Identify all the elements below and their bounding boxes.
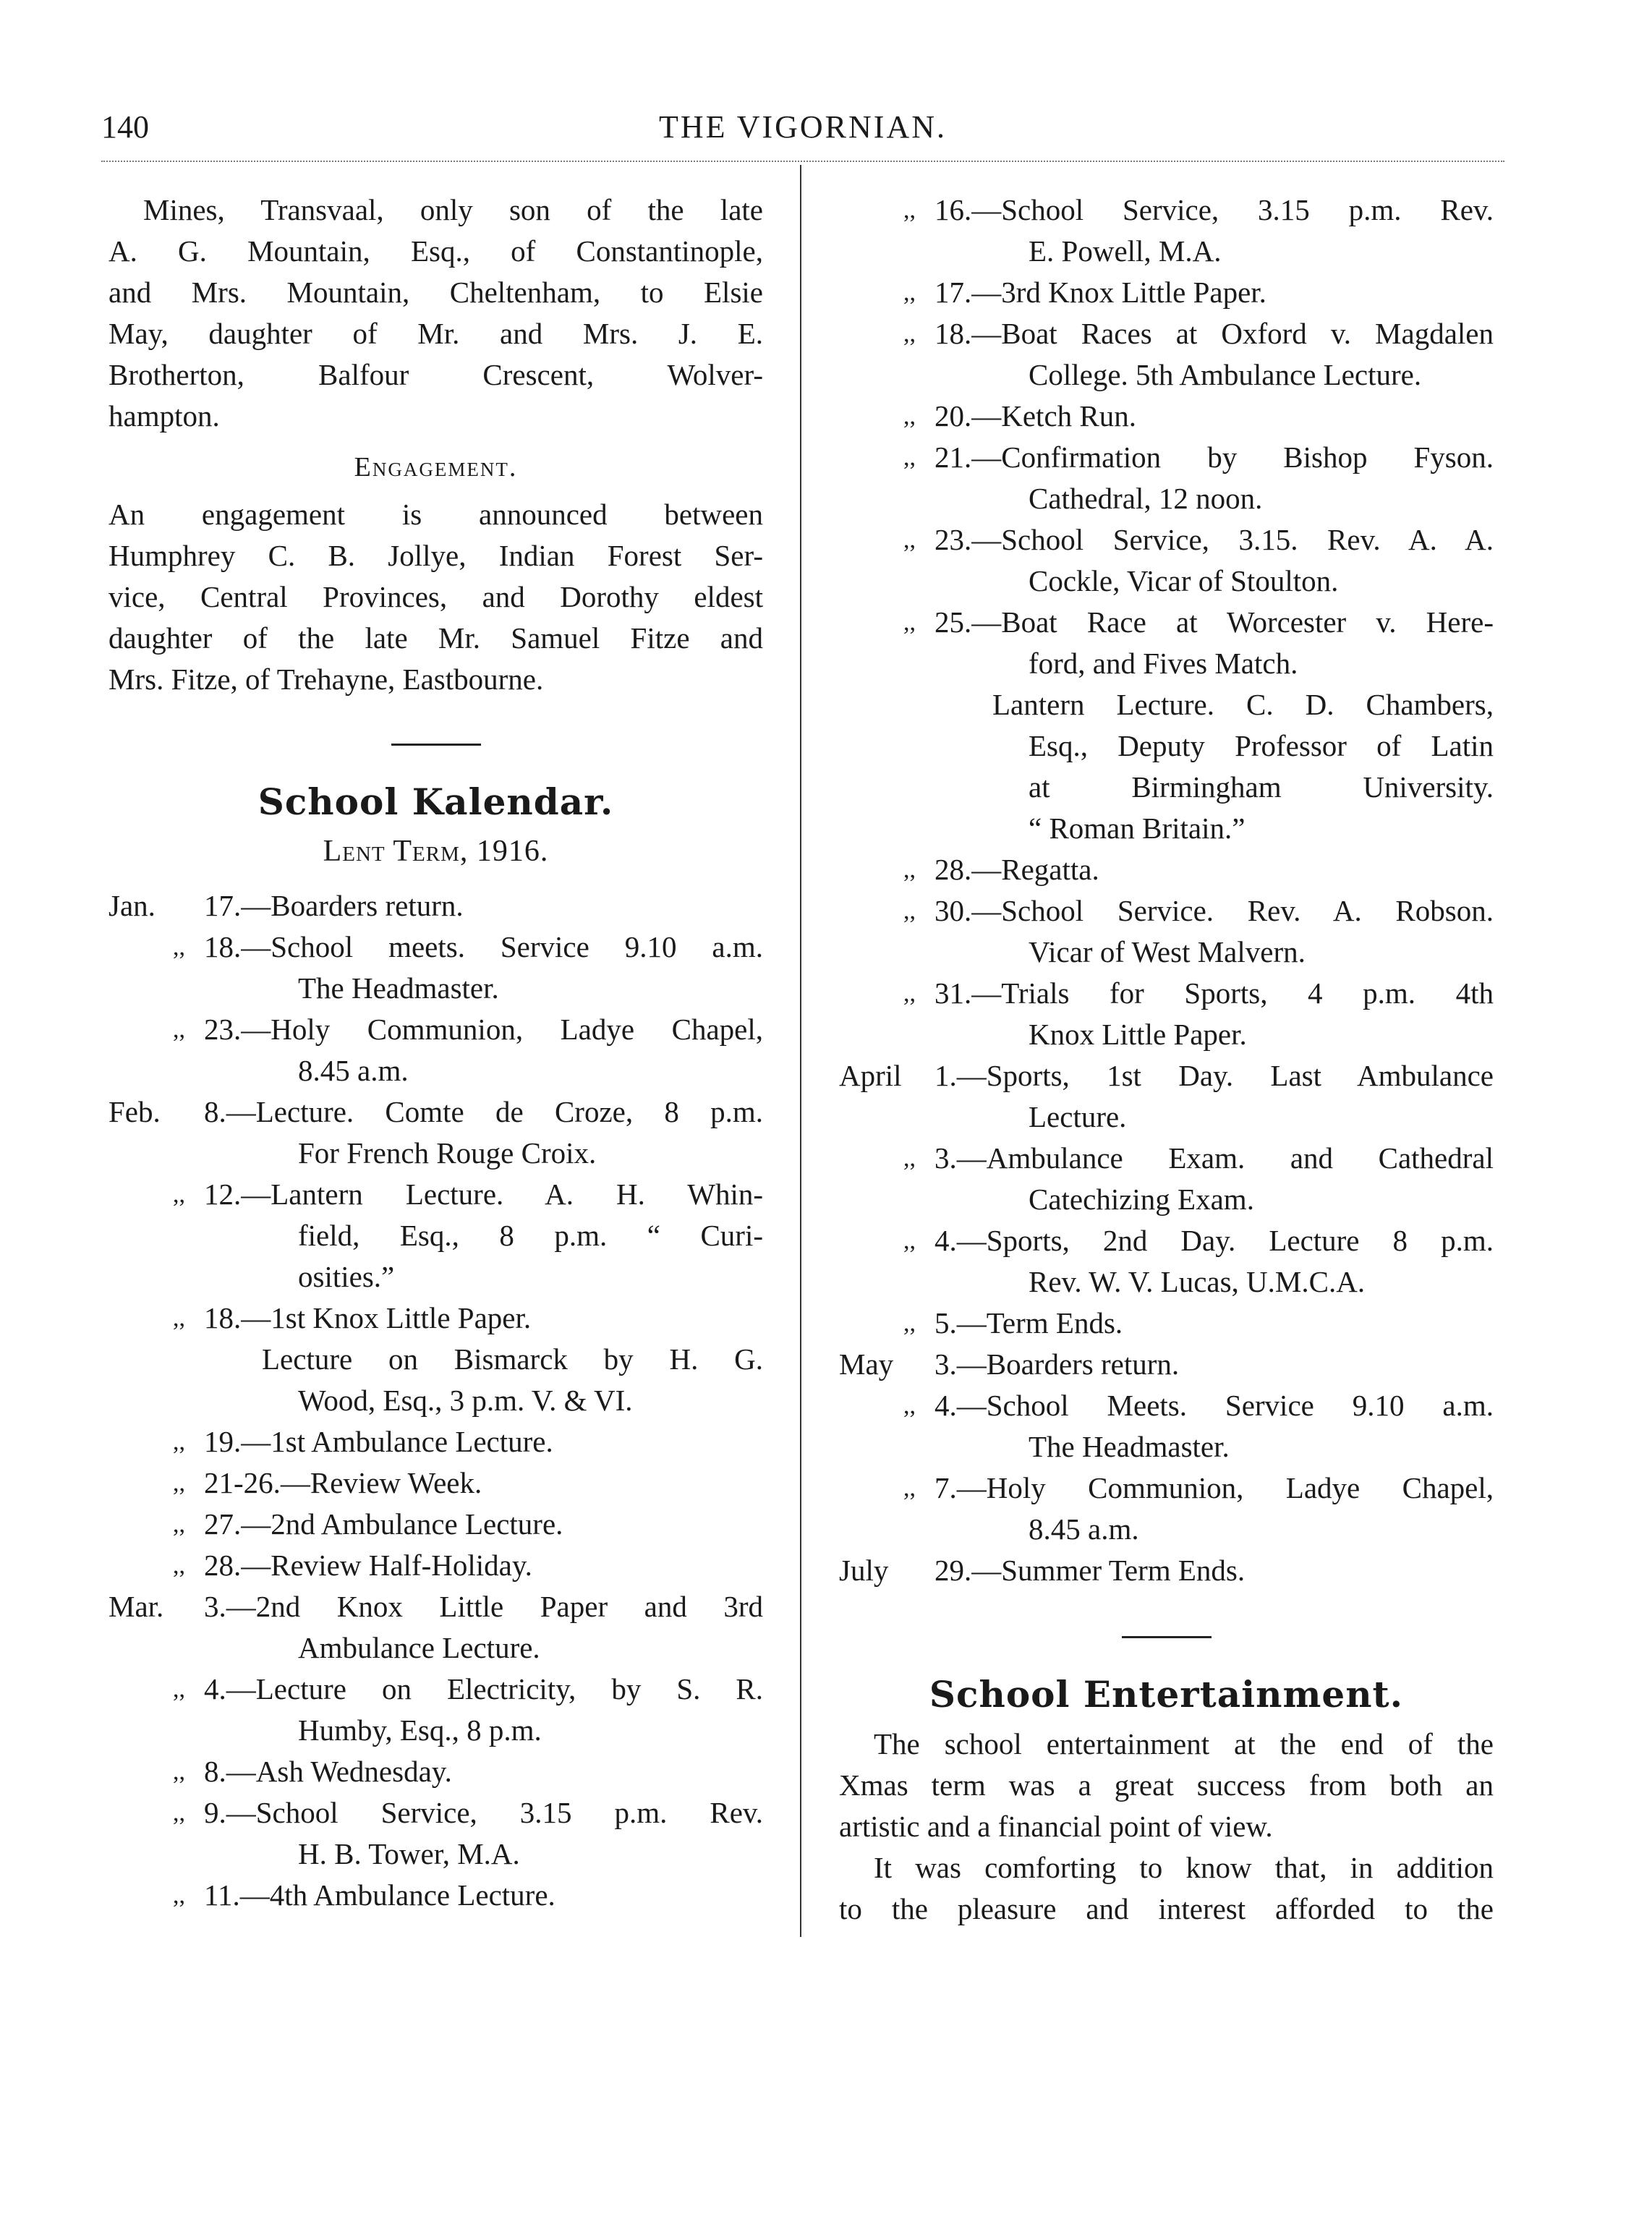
engagement-line: An engagement is announced between bbox=[108, 498, 763, 531]
entry-text: 17.—Boarders return. bbox=[204, 889, 464, 922]
engagement-heading: Engagement. bbox=[354, 452, 518, 482]
ditto-mark: ,, bbox=[903, 444, 916, 471]
running-title: THE VIGORNIAN. bbox=[658, 109, 948, 145]
right-column bbox=[839, 189, 1494, 1930]
entertainment-line: The school entertainment at the end of the bbox=[874, 1727, 1494, 1760]
entry-text: 1.—Sports, 1st Day. Last Ambulance bbox=[934, 1059, 1494, 1092]
kalendar-entry bbox=[108, 1875, 763, 1916]
entry-text: 5.—Term Ends. bbox=[934, 1306, 1123, 1340]
ditto-mark: ,, bbox=[903, 527, 916, 553]
ditto-mark: ,, bbox=[903, 197, 916, 223]
kalendar-entry bbox=[108, 1504, 763, 1545]
page-header bbox=[101, 108, 1504, 159]
ditto-mark: ,, bbox=[173, 1800, 185, 1826]
entry-continuation: College. 5th Ambulance Lecture. bbox=[1029, 358, 1422, 391]
entry-text: 19.—1st Ambulance Lecture. bbox=[204, 1425, 553, 1458]
entertainment-line: artistic and a financial point of view. bbox=[839, 1810, 1273, 1843]
kalendar-entry bbox=[108, 1792, 763, 1875]
kalendar-entry bbox=[839, 1344, 1494, 1385]
kalendar-entry bbox=[108, 1091, 763, 1174]
entry-continuation: E. Powell, M.A. bbox=[1029, 234, 1222, 268]
ditto-mark: ,, bbox=[173, 1016, 185, 1043]
entry-text: 18.—1st Knox Little Paper. bbox=[204, 1301, 532, 1334]
entertainment-title: School Entertainment. bbox=[929, 1673, 1404, 1716]
kalendar-entry bbox=[839, 1385, 1494, 1468]
kalendar-entry bbox=[839, 1550, 1494, 1591]
kalendar-entry bbox=[108, 1462, 763, 1504]
ditto-mark: ,, bbox=[903, 403, 916, 430]
entry-continuation: osities.” bbox=[298, 1260, 395, 1293]
entry-text: Lantern Lecture. C. D. Chambers, bbox=[992, 688, 1494, 721]
notice-line: May, daughter of Mr. and Mrs. J. E. bbox=[108, 317, 763, 350]
entry-text: 4.—School Meets. Service 9.10 a.m. bbox=[934, 1389, 1494, 1422]
kalendar-entry bbox=[839, 602, 1494, 684]
entry-text: 28.—Review Half-Holiday. bbox=[204, 1549, 532, 1582]
entry-continuation: The Headmaster. bbox=[1029, 1430, 1230, 1463]
entry-text: 21.—Confirmation by Bishop Fyson. bbox=[934, 440, 1494, 474]
kalendar-entry bbox=[108, 1009, 763, 1091]
kalendar-entry bbox=[839, 272, 1494, 313]
entry-text: 28.—Regatta. bbox=[934, 853, 1099, 886]
ditto-mark: ,, bbox=[903, 1227, 916, 1254]
entry-continuation: ford, and Fives Match. bbox=[1029, 647, 1298, 680]
ditto-mark: ,, bbox=[173, 934, 185, 961]
entry-continuation: For French Rouge Croix. bbox=[298, 1136, 597, 1170]
entry-month: Jan. bbox=[108, 889, 156, 922]
kalendar-entry bbox=[839, 1220, 1494, 1303]
section-divider-rule bbox=[1122, 1636, 1212, 1638]
entry-continuation: “ Roman Britain.” bbox=[1029, 812, 1246, 845]
entry-continuation: Cockle, Vicar of Stoulton. bbox=[1029, 564, 1339, 597]
notice-line: A. G. Mountain, Esq., of Constantinople, bbox=[108, 234, 763, 268]
entry-continuation: Humby, Esq., 8 p.m. bbox=[298, 1713, 542, 1747]
entry-text: 3.—2nd Knox Little Paper and 3rd bbox=[204, 1590, 763, 1623]
entry-text: 18.—Boat Races at Oxford v. Magdalen bbox=[934, 317, 1494, 350]
entry-month: May bbox=[839, 1347, 894, 1381]
notice-line: Brotherton, Balfour Crescent, Wolver- bbox=[108, 358, 763, 391]
entry-text: 25.—Boat Race at Worcester v. Here- bbox=[934, 605, 1494, 639]
ditto-mark: ,, bbox=[903, 1145, 916, 1172]
entry-text: 17.—3rd Knox Little Paper. bbox=[934, 276, 1266, 309]
entertainment-line: Xmas term was a great success from both an bbox=[839, 1768, 1494, 1802]
kalendar-entries-left bbox=[108, 885, 763, 1916]
kalendar-entry bbox=[108, 1174, 763, 1298]
page-number: 140 bbox=[101, 109, 149, 145]
entry-text: 7.—Holy Communion, Ladye Chapel, bbox=[934, 1471, 1494, 1504]
entry-continuation: Cathedral, 12 noon. bbox=[1029, 482, 1263, 515]
engagement-notice bbox=[108, 494, 763, 700]
entry-month: April bbox=[839, 1059, 902, 1092]
ditto-mark: ,, bbox=[173, 1758, 185, 1785]
notice-line: hampton. bbox=[108, 399, 220, 433]
entry-text: 11.—4th Ambulance Lecture. bbox=[204, 1878, 555, 1912]
ditto-mark: ,, bbox=[173, 1882, 185, 1909]
ditto-mark: ,, bbox=[173, 1470, 185, 1496]
engagement-line: Humphrey C. B. Jollye, Indian Forest Ser- bbox=[108, 539, 763, 572]
entry-text: 23.—Holy Communion, Ladye Chapel, bbox=[204, 1013, 763, 1046]
kalendar-entry bbox=[839, 519, 1494, 602]
ditto-mark: ,, bbox=[173, 1305, 185, 1332]
ditto-mark: ,, bbox=[173, 1511, 185, 1538]
ditto-mark: ,, bbox=[173, 1428, 185, 1455]
ditto-mark: ,, bbox=[903, 898, 916, 924]
entry-text: 3.—Boarders return. bbox=[934, 1347, 1180, 1381]
entry-text: 27.—2nd Ambulance Lecture. bbox=[204, 1507, 563, 1541]
entry-continuation: Esq., Deputy Professor of Latin bbox=[1029, 729, 1494, 762]
kalendar-entry bbox=[839, 684, 1494, 849]
kalendar-entry bbox=[108, 1421, 763, 1462]
entry-continuation: Knox Little Paper. bbox=[1029, 1018, 1247, 1051]
ditto-mark: ,, bbox=[903, 609, 916, 636]
entry-continuation: Rev. W. V. Lucas, U.M.C.A. bbox=[1029, 1265, 1366, 1298]
kalendar-entry bbox=[839, 1055, 1494, 1138]
entry-continuation: at Birmingham University. bbox=[1029, 770, 1494, 804]
section-divider-rule bbox=[391, 744, 481, 746]
entry-text: 16.—School Service, 3.15 p.m. Rev. bbox=[934, 193, 1494, 226]
entry-continuation: Wood, Esq., 3 p.m. V. & VI. bbox=[298, 1384, 633, 1417]
kalendar-entry bbox=[108, 1669, 763, 1751]
ditto-mark: ,, bbox=[903, 980, 916, 1007]
entertainment-line: It was comforting to know that, in addition bbox=[874, 1851, 1494, 1884]
entry-text: 20.—Ketch Run. bbox=[934, 399, 1136, 433]
entry-month: Mar. bbox=[108, 1590, 164, 1623]
entry-text: 12.—Lantern Lecture. A. H. Whin- bbox=[204, 1178, 763, 1211]
kalendar-entry bbox=[108, 1586, 763, 1669]
marriage-notice bbox=[108, 189, 763, 437]
entry-text: 9.—School Service, 3.15 p.m. Rev. bbox=[204, 1796, 763, 1829]
kalendar-entry bbox=[108, 1751, 763, 1792]
kalendar-entries-right bbox=[839, 189, 1494, 1591]
kalendar-entry bbox=[108, 927, 763, 1009]
left-column bbox=[108, 189, 763, 1916]
kalendar-entry bbox=[839, 189, 1494, 272]
column-divider bbox=[800, 165, 801, 1937]
notice-line: Mines, Transvaal, only son of the late bbox=[143, 193, 763, 226]
entry-text: 4.—Sports, 2nd Day. Lecture 8 p.m. bbox=[934, 1224, 1494, 1257]
kalendar-entry bbox=[839, 313, 1494, 396]
ditto-mark: ,, bbox=[903, 1475, 916, 1502]
entry-text: 3.—Ambulance Exam. and Cathedral bbox=[934, 1141, 1494, 1175]
ditto-mark: ,, bbox=[173, 1676, 185, 1703]
entry-continuation: H. B. Tower, M.A. bbox=[298, 1837, 520, 1870]
entry-text: 31.—Trials for Sports, 4 p.m. 4th bbox=[934, 976, 1494, 1010]
entertainment-line: to the pleasure and interest afforded to the bbox=[839, 1892, 1494, 1925]
entry-continuation: 8.45 a.m. bbox=[1029, 1512, 1139, 1546]
kalendar-entry bbox=[108, 1339, 763, 1421]
term-line: Lent Term, 1916. bbox=[323, 835, 549, 868]
entry-continuation: Catechizing Exam. bbox=[1029, 1183, 1254, 1216]
entertainment-paragraph bbox=[839, 1847, 1494, 1930]
kalendar-entry bbox=[839, 1138, 1494, 1220]
entry-text: 18.—School meets. Service 9.10 a.m. bbox=[204, 930, 763, 963]
kalendar-entry bbox=[839, 396, 1494, 437]
entertainment-paragraph bbox=[839, 1724, 1494, 1847]
entry-month: July bbox=[839, 1554, 889, 1587]
engagement-line: Mrs. Fitze, of Trehayne, Eastbourne. bbox=[108, 663, 544, 696]
header-rule bbox=[101, 161, 1504, 162]
kalendar-entry bbox=[839, 973, 1494, 1055]
ditto-mark: ,, bbox=[903, 279, 916, 306]
entry-continuation: Lecture. bbox=[1029, 1100, 1127, 1133]
kalendar-entry bbox=[839, 1303, 1494, 1344]
ditto-mark: ,, bbox=[903, 1392, 916, 1419]
entry-continuation: 8.45 a.m. bbox=[298, 1054, 409, 1087]
entry-continuation: field, Esq., 8 p.m. “ Curi- bbox=[298, 1219, 763, 1252]
kalendar-entry bbox=[108, 1545, 763, 1586]
entry-text: 8.—Ash Wednesday. bbox=[204, 1755, 452, 1788]
ditto-mark: ,, bbox=[903, 320, 916, 347]
notice-line: and Mrs. Mountain, Cheltenham, to Elsie bbox=[108, 276, 763, 309]
kalendar-title: School Kalendar. bbox=[257, 780, 614, 823]
entry-text: 8.—Lecture. Comte de Croze, 8 p.m. bbox=[204, 1095, 763, 1128]
kalendar-entry bbox=[108, 1298, 763, 1339]
ditto-mark: ,, bbox=[173, 1181, 185, 1208]
kalendar-entry bbox=[839, 437, 1494, 519]
entry-month: Feb. bbox=[108, 1095, 161, 1128]
kalendar-entry bbox=[108, 885, 763, 927]
engagement-line: daughter of the late Mr. Samuel Fitze and bbox=[108, 621, 763, 655]
entry-text: Lecture on Bismarck by H. G. bbox=[262, 1342, 763, 1376]
entry-continuation: The Headmaster. bbox=[298, 971, 499, 1005]
entry-continuation: Ambulance Lecture. bbox=[298, 1631, 540, 1664]
entry-continuation: Vicar of West Malvern. bbox=[1029, 935, 1306, 968]
ditto-mark: ,, bbox=[173, 1552, 185, 1579]
entry-text: 4.—Lecture on Electricity, by S. R. bbox=[204, 1672, 763, 1705]
entry-text: 30.—School Service. Rev. A. Robson. bbox=[934, 894, 1494, 927]
kalendar-entry bbox=[839, 1468, 1494, 1550]
kalendar-entry bbox=[839, 849, 1494, 890]
entry-text: 23.—School Service, 3.15. Rev. A. A. bbox=[934, 523, 1494, 556]
engagement-line: vice, Central Provinces, and Dorothy eldest bbox=[108, 580, 763, 613]
entry-text: 29.—Summer Term Ends. bbox=[934, 1554, 1246, 1587]
kalendar-entry bbox=[839, 890, 1494, 973]
entry-text: 21-26.—Review Week. bbox=[204, 1466, 482, 1499]
ditto-mark: ,, bbox=[903, 1310, 916, 1337]
ditto-mark: ,, bbox=[903, 856, 916, 883]
